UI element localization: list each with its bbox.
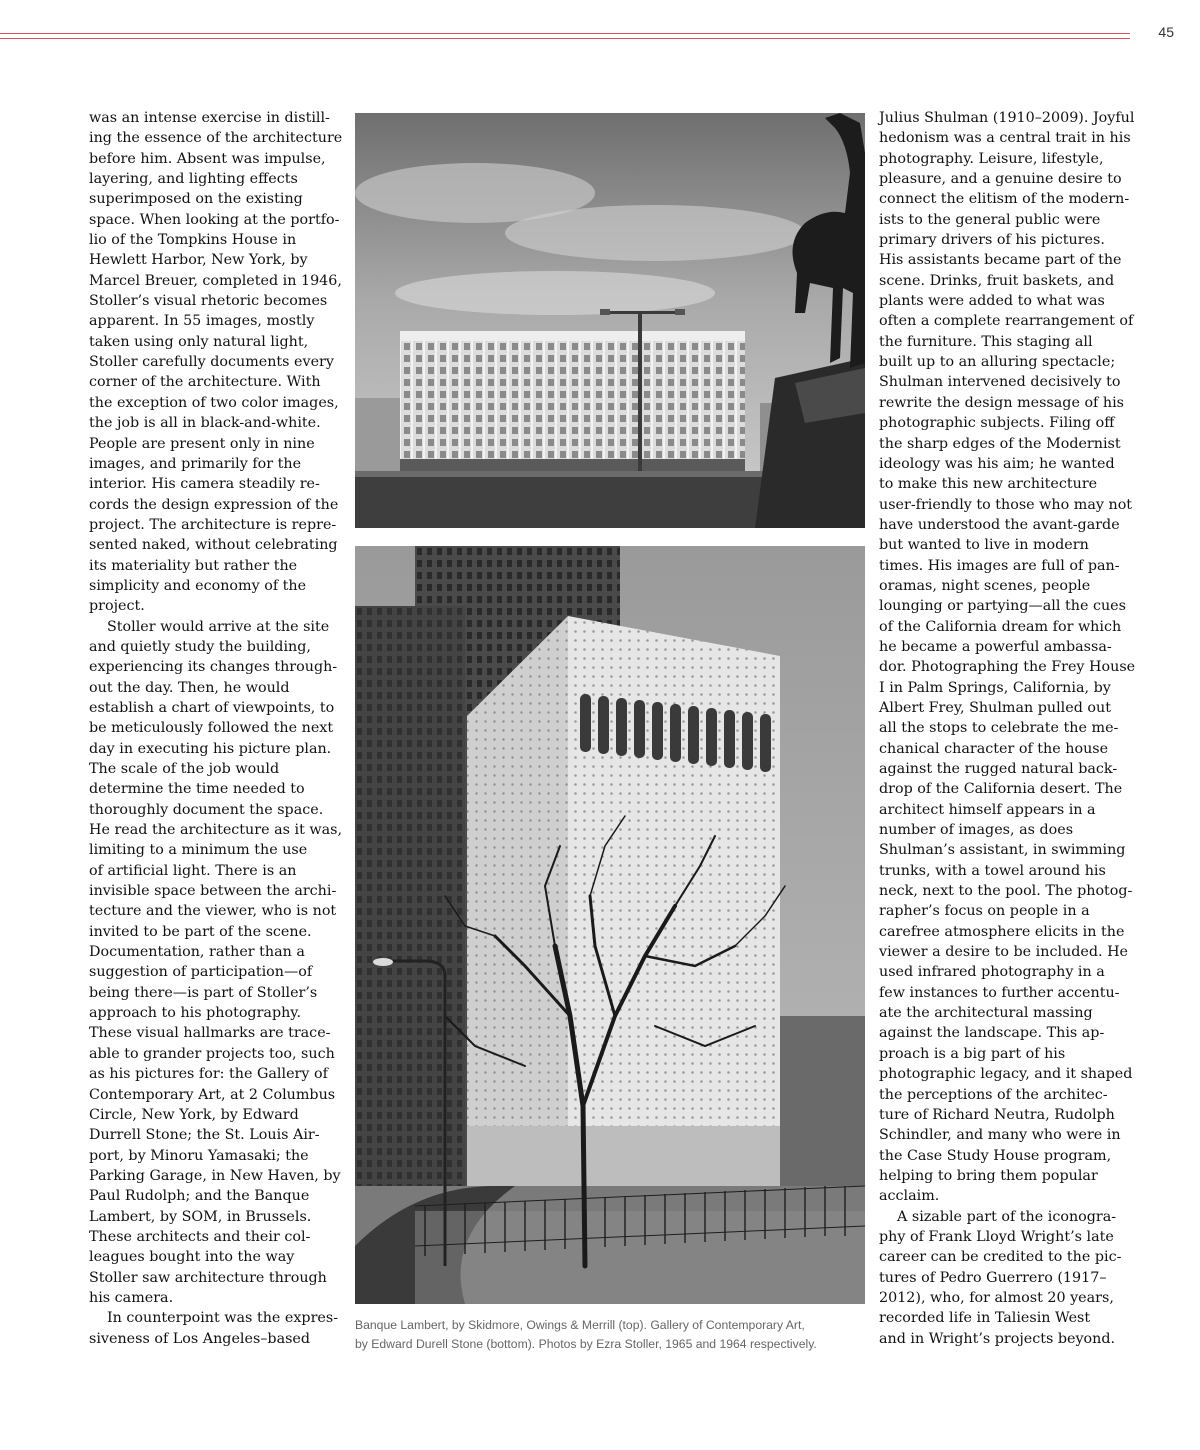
photo-caption xyxy=(355,1316,865,1354)
left-paragraph-2: Stoller would arrive at the site and quietly study the building, experiencing its changes through- out the day. Then, he would establish a chart of viewpoints, to be meticulously followed the next day in executing his picture plan. The scale of the job would determine the time needed to thoroughly document the space. He read the architecture as it was, limiting to a minimum the use of artificial light. There is an invisible space between the archi- tecture and the viewer, who is not invited to be part of the scene. Documentation, rather than a suggestion of participation—of being there—is part of Stoller’s approach to his photography. These visual hallmarks are trace- able to grander projects too, such as his pictures for: the Gallery of Contemporary Art, at 2 Columbus Circle, New York, by Edward Durrell Stone; the St. Louis Air- port, by Minoru Yamasaki; the Parking Garage, in New Haven, by Paul Rudolph; and the Banque Lambert, by SOM, in Brussels. These architects and their col- leagues bought into the way Stoller saw architecture through his camera. xyxy=(89,618,343,1306)
right-paragraph-2: A sizable part of the iconogra- phy of Frank Lloyd Wright’s late career can be credited to the pic- tures of Pedro Guerrero (1917– 2012), who, for almost 20 years, recorded life in Taliesin West and in Wright’s projects beyond. xyxy=(879,1208,1122,1347)
left-text-column xyxy=(89,108,353,1349)
right-paragraph-1: Julius Shulman (1910–2009). Joyful hedonism was a central trait in his photography. Leisure, lifestyle, pleasure, and a genuine desire to connect the elitism of the modern- ists to the general public were primary drivers of his pictures. His assistants became part of the scene. Drinks, fruit baskets, and plants were added to what was often a complete rearrangement of the furniture. This staging all built up to an alluring spectacle; Shulman intervened decisively to rewrite the design message of his photographic subjects. Filing off the sharp edges of the Modernist ideology was his aim; he wanted to make this new architecture user-friendly to those who may not have understood the avant-garde but wanted to live in modern times. His images are full of pan- oramas, night scenes, people lounging or partying—all the cues of the California dream for which he became a powerful ambassa- dor. Photographing the Frey House I in Palm Springs, California, by Albert Frey, Shulman pulled out all the stops to celebrate the me- chanical character of the house against the rugged natural back- drop of the California desert. The architect himself appears in a number of images, as does Shulman’s assistant, in swimming trunks, with a towel around his neck, next to the pool. The photog- rapher’s focus on people in a carefree atmosphere elicits in the viewer a desire to be included. He used infrared photography in a few instances to further accentu- ate the architectural massing against the landscape. This ap- proach is a big part of his photographic legacy, and it shaped the perceptions of the architec- ture of Richard Neutra, Rudolph Schindler, and many who were in the Case Study House program, helping to bring them popular acclaim. xyxy=(879,110,1136,1205)
photo-gallery-of-contemporary-art xyxy=(355,546,865,1304)
caption-line-1: Banque Lambert, by Skidmore, Owings & Merrill (top). Gallery of Contemporary Art, xyxy=(355,1318,805,1332)
caption-line-2: by Edward Durell Stone (bottom). Photos by Ezra Stoller, 1965 and 1964 respectively. xyxy=(355,1337,817,1351)
left-paragraph-1: was an intense exercise in distill- ing the essence of the architecture before him. Absent was impulse, layering, and lighting effects superimposed on the existing space. When looking at the portfo- lio of the Tompkins House in Hewlett Harbor, New York, by Marcel Breuer, completed in 1946, Stoller’s visual rhetoric becomes apparent. In 55 images, mostly taken using only natural light, Stoller carefully documents every corner of the architecture. With the exception of two color images, the job is all in black-and-white. People are present only in nine images, and primarily for the interior. His camera steadily re- cords the design expression of the project. The architecture is repre- sented naked, without celebrating its materiality but rather the simplicity and economy of the project. xyxy=(89,110,343,615)
left-paragraph-3: In counterpoint was the expres- siveness of Los Angeles–based xyxy=(89,1310,339,1347)
header-rule-top xyxy=(0,33,1130,34)
page-number: 45 xyxy=(1158,24,1174,40)
right-text-column xyxy=(879,108,1141,1349)
photo-banque-lambert xyxy=(355,113,865,528)
header-rule-bottom xyxy=(0,38,1130,39)
